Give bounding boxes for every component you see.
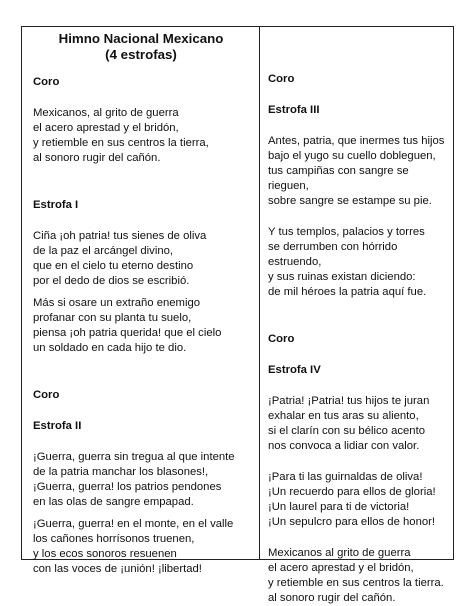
coro-heading-4: Coro (268, 333, 295, 345)
estrofa-2-heading: Estrofa II (33, 420, 82, 432)
estrofa-1-heading: Estrofa I (33, 199, 79, 211)
estrofa-3-stanza-b: Y tus templos, palacios y torres se derrumben con hórrido estruendo, y sus ruinas existan diciendo: de mil héroes la patria aquí fue. (268, 226, 427, 298)
estrofa-2-stanza-b: ¡Guerra, guerra! en el monte, en el valle los cañones horrísonos truenen, y los ecos sonoros resuenen con las voces de ¡unión! ¡libertad! (33, 518, 234, 575)
title-line-2: (4 estrofas) (105, 47, 177, 62)
left-column (22, 27, 260, 575)
title-line-1: Himno Nacional Mexicano (58, 31, 224, 46)
anthem-sheet (21, 26, 454, 604)
estrofa-4-heading: Estrofa IV (268, 364, 321, 376)
coro-heading-2: Coro (33, 389, 60, 401)
estrofa-4-stanza-b: ¡Para ti las guirnaldas de oliva! ¡Un recuerdo para ellos de gloria! ¡Un laurel para ti de victoria! ¡Un sepulcro para ellos de honor! (268, 471, 436, 528)
estrofa-4-stanza-a: ¡Patria! ¡Patria! tus hijos te juran exhalar en tus aras su aliento, si el clarín con su bélico acento nos convoca a lidiar con valor. (268, 395, 430, 452)
coro-heading-1: Coro (33, 76, 60, 88)
estrofa-1-stanza-b: Más si osare un extraño enemigo profanar con su planta tu suelo, piensa ¡oh patria querida! que el cielo un soldado en cada hijo te dio. (33, 297, 222, 354)
coro-stanza-1: Mexicanos, al grito de guerra el acero aprestad y el bridón, y retiemble en sus centros la tierra, al sonoro rugir del cañón. (33, 107, 209, 164)
estrofa-1-stanza-a: Ciña ¡oh patria! tus sienes de oliva de la paz el arcángel divino, que en el cielo tu eterno destino por el dedo de dios se escribió. (33, 230, 207, 287)
estrofa-3-heading: Estrofa III (268, 104, 320, 116)
estrofa-2-stanza-a: ¡Guerra, guerra sin tregua al que intente de la patria manchar los blasones!, ¡Guerra, guerra! los patrios pendones en las olas de sangre empapad. (33, 451, 235, 508)
coro-stanza-5: Mexicanos al grito de guerra el acero aprestad y el bridón, y retiemble en sus centros la tierra. al sonoro rugir del cañón. (268, 547, 444, 604)
document-title (33, 31, 249, 63)
right-column (260, 27, 453, 604)
coro-heading-3: Coro (268, 73, 295, 85)
estrofa-3-stanza-a: Antes, patria, que inermes tus hijos bajo el yugo su cuello dobleguen, tus campiñas con sangre se rieguen, sobre sangre se estampe su pie. (268, 135, 445, 207)
